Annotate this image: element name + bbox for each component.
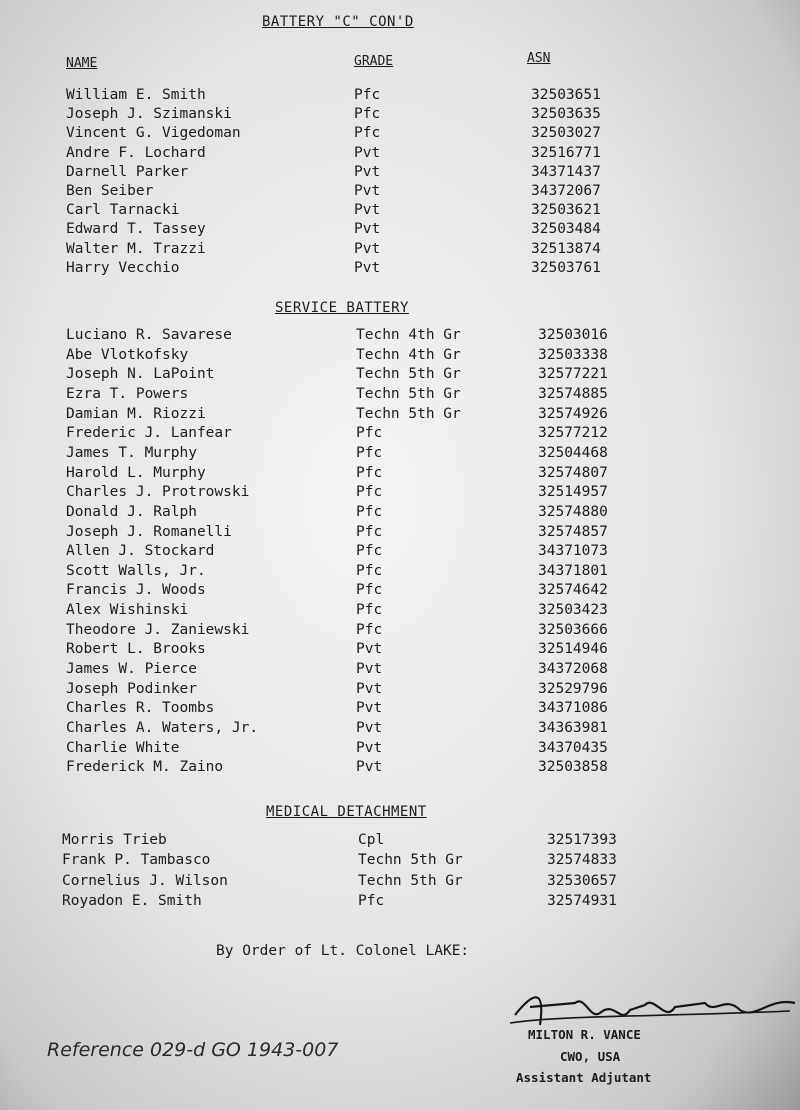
roster-asn: 32513874 (531, 240, 601, 257)
roster-name: Carl Tarnacki (66, 202, 180, 219)
table-row (0, 563, 800, 583)
roster-grade: Pfc (356, 621, 383, 638)
signer-title: Assistant Adjutant (516, 1070, 652, 1085)
medical-detachment-heading: MEDICAL DETACHMENT (266, 804, 427, 820)
roster-asn: 32503635 (531, 106, 601, 123)
roster-name: Cornelius J. Wilson (62, 872, 228, 889)
table-row (0, 327, 800, 347)
table-row (0, 366, 800, 386)
table-row (0, 183, 800, 203)
roster-grade: Techn 5th Gr (356, 385, 461, 402)
roster-asn: 32503761 (531, 259, 601, 276)
roster-asn: 32574857 (538, 523, 608, 540)
roster-name: Joseph N. LaPoint (66, 366, 215, 383)
roster-asn: 32503621 (531, 202, 601, 219)
roster-grade: Pfc (356, 484, 383, 501)
roster-asn: 34371437 (531, 163, 601, 180)
roster-name: Charles J. Protrowski (66, 484, 250, 501)
roster-name: Walter M. Trazzi (66, 240, 206, 257)
table-row (0, 87, 800, 107)
roster-name: Vincent G. Vigedoman (66, 125, 241, 142)
roster-grade: Pvt (356, 641, 383, 658)
roster-asn: 34372067 (531, 183, 601, 199)
roster-asn: 32577221 (538, 366, 608, 383)
roster-asn: 34371086 (538, 700, 608, 717)
roster-grade: Techn 4th Gr (356, 346, 461, 363)
roster-name: Joseph J. Romanelli (66, 523, 232, 540)
roster-grade: Pvt (356, 739, 383, 756)
roster-grade: Pvt (356, 700, 383, 717)
roster-grade: Pfc (356, 582, 383, 599)
roster-asn: 32574642 (538, 582, 608, 599)
roster-asn: 32503027 (531, 125, 601, 142)
table-row (0, 465, 800, 485)
table-row (0, 681, 800, 701)
table-row (0, 445, 800, 465)
roster-grade: Pvt (354, 183, 381, 199)
roster-grade: Pvt (354, 144, 381, 161)
table-row (0, 241, 800, 261)
table-row (0, 524, 800, 544)
roster-asn: 32514957 (538, 484, 608, 501)
roster-asn: 32503423 (538, 602, 608, 619)
roster-name: James T. Murphy (66, 444, 197, 461)
table-row (0, 406, 800, 426)
roster-grade: Pfc (356, 425, 383, 442)
roster-grade: Pvt (354, 202, 381, 219)
roster-name: Donald J. Ralph (66, 503, 197, 520)
roster-grade: Techn 5th Gr (356, 405, 461, 422)
table-row (0, 221, 800, 241)
roster-grade: Pvt (356, 680, 383, 697)
roster-name: Darnell Parker (66, 163, 189, 180)
roster-asn: 32503858 (538, 759, 608, 776)
table-row (0, 145, 800, 165)
roster-grade: Techn 5th Gr (358, 852, 463, 869)
table-row (0, 582, 800, 602)
roster-name: Scott Walls, Jr. (66, 562, 206, 579)
roster-name: Theodore J. Zaniewski (66, 621, 250, 638)
roster-name: Frank P. Tambasco (62, 852, 211, 869)
roster-name: Edward T. Tassey (66, 221, 206, 238)
roster-asn: 34371073 (538, 543, 608, 560)
roster-grade: Pfc (354, 125, 381, 142)
table-row (0, 832, 800, 852)
roster-grade: Pvt (354, 259, 381, 276)
roster-name: William E. Smith (66, 87, 206, 103)
roster-asn: 34372068 (538, 661, 608, 678)
roster-grade: Pfc (356, 464, 383, 481)
roster-asn: 32504468 (538, 444, 608, 461)
roster-grade: Pfc (356, 503, 383, 520)
table-row (0, 425, 800, 445)
roster-name: Charlie White (66, 739, 180, 756)
roster-asn: 32516771 (531, 144, 601, 161)
table-row (0, 125, 800, 145)
roster-asn: 34363981 (538, 720, 608, 736)
table-row (0, 504, 800, 524)
roster-asn: 32574931 (547, 892, 617, 909)
roster-grade: Techn 5th Gr (356, 366, 461, 383)
table-row (0, 484, 800, 504)
roster-grade: Techn 4th Gr (356, 327, 461, 343)
roster-name: James W. Pierce (66, 661, 197, 678)
roster-asn: 32514946 (538, 641, 608, 658)
roster-name: Charles R. Toombs (66, 700, 215, 717)
roster-name: Joseph Podinker (66, 680, 197, 697)
table-row (0, 759, 800, 779)
roster-name: Morris Trieb (62, 832, 167, 848)
service-battery-heading: SERVICE BATTERY (275, 300, 409, 316)
roster-asn: 32574833 (547, 852, 617, 869)
table-row (0, 622, 800, 642)
roster-name: Robert L. Brooks (66, 641, 206, 658)
table-row (0, 641, 800, 661)
roster-asn: 32574807 (538, 464, 608, 481)
roster-grade: Pvt (356, 661, 383, 678)
table-row (0, 661, 800, 681)
roster-asn: 32503666 (538, 621, 608, 638)
signer-rank: CWO, USA (560, 1049, 621, 1064)
roster-asn: 32503016 (538, 327, 608, 343)
table-row (0, 164, 800, 184)
roster-grade: Pfc (356, 543, 383, 560)
roster-name: Joseph J. Szimanski (66, 106, 232, 123)
roster-grade: Pvt (354, 221, 381, 238)
table-row (0, 602, 800, 622)
roster-grade: Pfc (354, 87, 381, 103)
table-row (0, 852, 800, 872)
roster-grade: Pfc (356, 523, 383, 540)
reference-label: Reference 029-d GO 1943-007 (47, 1039, 339, 1061)
roster-grade: Pvt (356, 759, 383, 776)
roster-grade: Pfc (354, 106, 381, 123)
table-row (0, 720, 800, 740)
column-header-name: NAME (66, 56, 98, 71)
roster-name: Royadon E. Smith (62, 892, 202, 909)
roster-grade: Pfc (358, 892, 385, 909)
roster-name: Alex Wishinski (66, 602, 189, 619)
roster-name: Harold L. Murphy (66, 464, 206, 481)
roster-asn: 32503484 (531, 221, 601, 238)
roster-asn: 32577212 (538, 425, 608, 442)
roster-asn: 32503651 (531, 87, 601, 103)
roster-asn: 32503338 (538, 346, 608, 363)
column-header-asn: ASN (527, 51, 551, 66)
roster-name: Ezra T. Powers (66, 385, 189, 402)
table-row (0, 543, 800, 563)
page-title: BATTERY "C" CON'D (262, 14, 414, 30)
table-row (0, 700, 800, 720)
roster-grade: Cpl (358, 832, 385, 848)
table-row (0, 202, 800, 222)
roster-asn: 32574880 (538, 503, 608, 520)
roster-name: Damian M. Riozzi (66, 405, 206, 422)
roster-asn: 34370435 (538, 739, 608, 756)
roster-grade: Pfc (356, 444, 383, 461)
roster-asn: 32574885 (538, 385, 608, 402)
roster-asn: 34371801 (538, 562, 608, 579)
roster-asn: 32517393 (547, 832, 617, 848)
table-row (0, 106, 800, 126)
table-row (0, 347, 800, 367)
column-header-grade: GRADE (354, 54, 394, 69)
roster-grade: Pvt (356, 720, 383, 736)
roster-grade: Pvt (354, 163, 381, 180)
roster-name: Francis J. Woods (66, 582, 206, 599)
roster-name: Abe Vlotkofsky (66, 346, 189, 363)
roster-name: Frederick M. Zaino (66, 759, 224, 776)
table-row (0, 386, 800, 406)
roster-name: Andre F. Lochard (66, 144, 206, 161)
order-statement: By Order of Lt. Colonel LAKE: (216, 943, 470, 959)
roster-name: Harry Vecchio (66, 259, 180, 276)
table-row (0, 893, 800, 913)
roster-asn: 32574926 (538, 405, 608, 422)
roster-name: Allen J. Stockard (66, 543, 215, 560)
roster-asn: 32529796 (538, 680, 608, 697)
roster-name: Frederic J. Lanfear (66, 425, 232, 442)
roster-grade: Techn 5th Gr (358, 872, 463, 889)
signer-name: MILTON R. VANCE (528, 1027, 641, 1042)
table-row (0, 873, 800, 893)
roster-grade: Pfc (356, 602, 383, 619)
roster-grade: Pfc (356, 562, 383, 579)
roster-grade: Pvt (354, 240, 381, 257)
roster-name: Charles A. Waters, Jr. (66, 720, 259, 736)
roster-name: Ben Seiber (66, 183, 154, 199)
roster-name: Luciano R. Savarese (66, 327, 232, 343)
table-row (0, 740, 800, 760)
table-row (0, 260, 800, 280)
roster-asn: 32530657 (547, 872, 617, 889)
